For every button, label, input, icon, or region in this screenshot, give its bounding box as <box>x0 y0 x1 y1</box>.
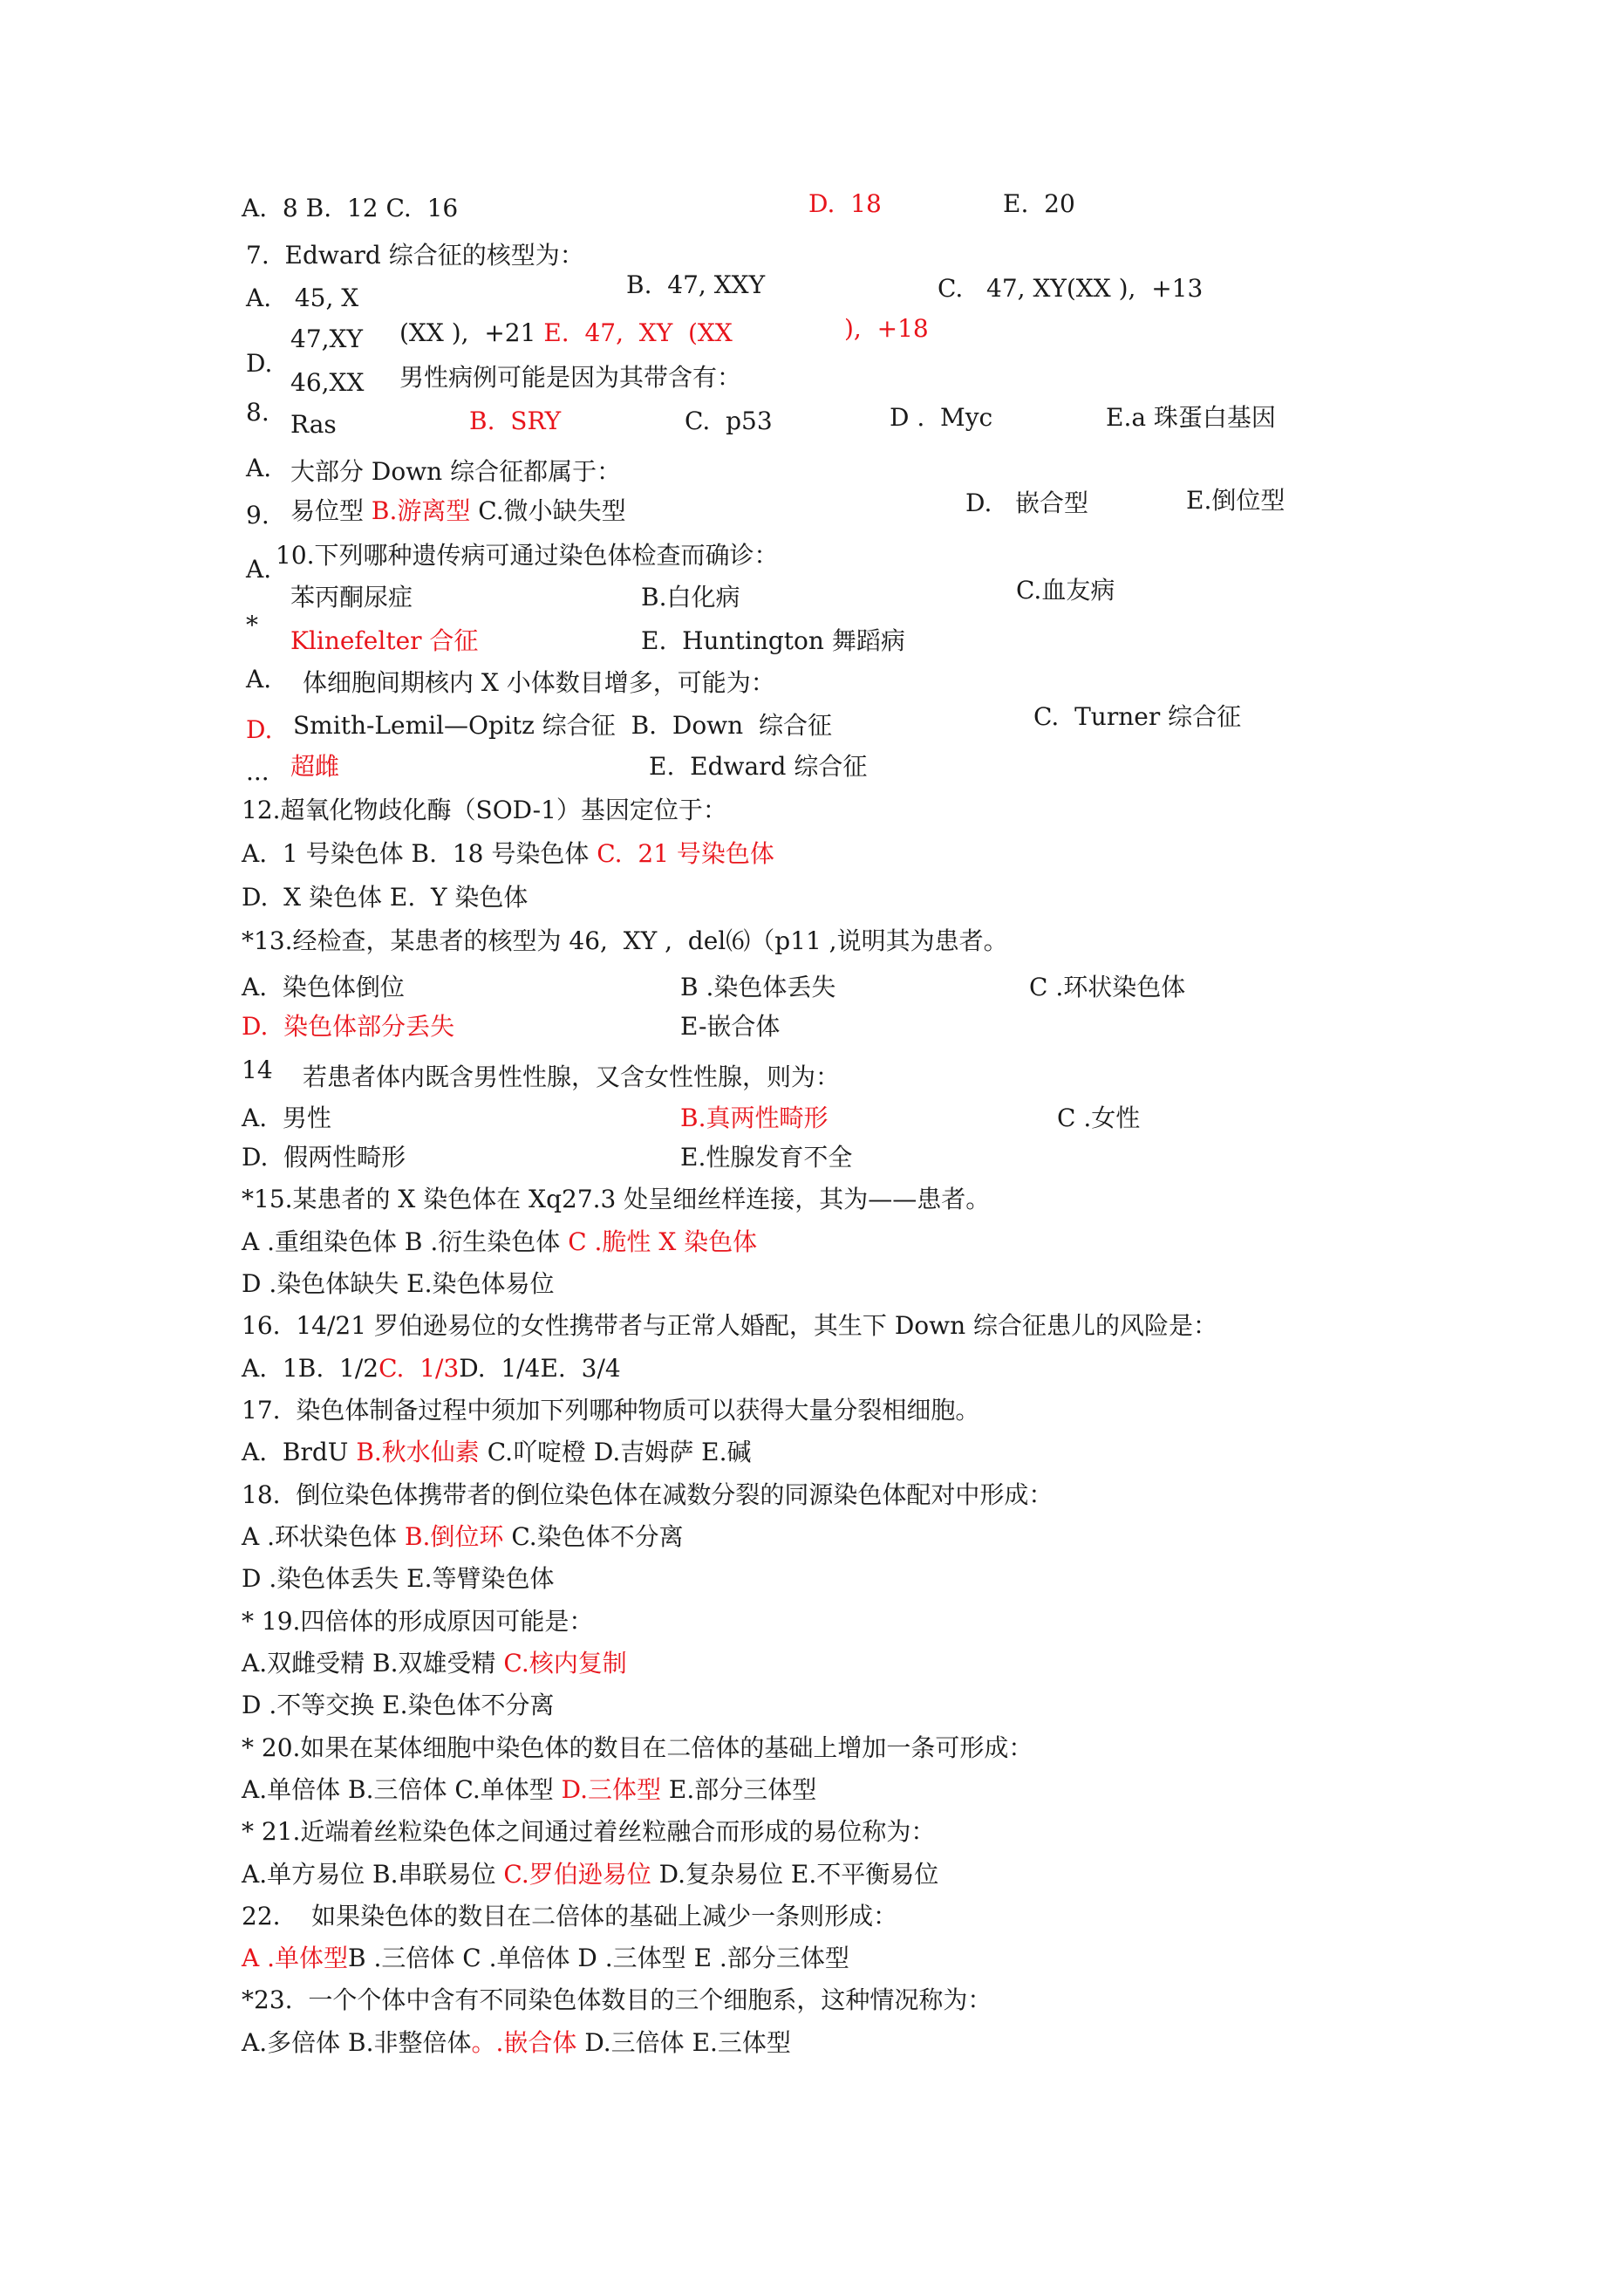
text-line <box>303 668 775 698</box>
question-text: E. Huntington 舞蹈病 <box>641 626 905 655</box>
text-line <box>246 757 269 787</box>
text-line <box>303 1063 840 1092</box>
text-line <box>242 973 405 1002</box>
answer-text: 。.嵌合体 <box>471 2028 585 2057</box>
answer-text: D. 染色体部分丢失 <box>242 1012 455 1041</box>
question-text: E.性腺发育不全 <box>680 1143 853 1172</box>
question-text: 体细胞间期核内 X 小体数目增多，可能为： <box>303 668 775 697</box>
text-line <box>246 501 269 530</box>
answer-text: B. SRY <box>469 407 562 435</box>
question-text: D.三倍体 E.三体型 <box>584 2028 791 2057</box>
text-line <box>844 314 929 344</box>
question-text: A .环状染色体 <box>242 1522 405 1551</box>
question-text: A.多倍体 B.非整倍体 <box>242 2028 472 2057</box>
question-text: 18. 倒位染色体携带者的倒位染色体在减数分裂的同源染色体配对中形成： <box>242 1480 1054 1509</box>
text-line <box>242 1056 273 1085</box>
question-text: B. 47, XXY <box>626 270 766 299</box>
text-line <box>680 1012 780 1042</box>
question-text: 46,XX <box>290 368 365 397</box>
question-text: A. 染色体倒位 <box>242 973 405 1001</box>
question-text: C.血友病 <box>1016 576 1115 605</box>
question-text: C.染色体不分离 <box>511 1522 684 1551</box>
question-text: (XX ), +21 <box>399 318 544 347</box>
answer-text: C.罗伯逊易位 <box>503 1860 659 1889</box>
answer-text: 超雌 <box>290 752 340 781</box>
question-text: *15.某患者的 X 染色体在 Xq27.3 处呈细丝样连接，其为——患者。 <box>242 1185 991 1213</box>
answer-text: B.秋水仙素 <box>356 1438 488 1466</box>
question-text: A .重组染色体 B .衍生染色体 <box>242 1227 569 1256</box>
question-text: D .染色体缺失 E.染色体易位 <box>242 1269 555 1298</box>
text-line <box>246 454 271 483</box>
question-text: * 19.四倍体的形成原因可能是： <box>242 1607 594 1636</box>
question-text: E.倒位型 <box>1186 486 1285 515</box>
question-text: E.a 珠蛋白基因 <box>1106 403 1276 432</box>
text-line <box>290 368 364 398</box>
question-text: C. p53 <box>685 407 773 435</box>
question-text: * 21.近端着丝粒染色体之间通过着丝粒融合而形成的易位称为： <box>242 1817 936 1846</box>
text-line <box>808 189 882 219</box>
text-line <box>242 1985 992 2015</box>
question-text: E. Edward 综合征 <box>649 752 868 781</box>
question-text: Smith-Lemil—Opitz 综合征 B. Down 综合征 <box>293 711 832 740</box>
answer-text: E. 47, XY (XX <box>543 318 733 347</box>
question-text: 16. 14/21 罗伯逊易位的女性携带者与正常人婚配，其生下 Down 综合征患儿的风险是： <box>242 1311 1218 1340</box>
question-text: D. 1/4E. 3/4 <box>459 1354 621 1383</box>
text-line <box>641 626 905 656</box>
answer-text: Klinefelter 合征 <box>290 626 479 655</box>
question-text: 苯丙酮尿症 <box>290 583 413 612</box>
question-text: E. 20 <box>1003 189 1075 218</box>
text-line <box>242 1564 555 1594</box>
text-line <box>680 973 835 1002</box>
question-text: C. Turner 综合征 <box>1033 702 1242 731</box>
text-line <box>242 1775 816 1805</box>
text-line <box>242 1104 331 1133</box>
question-text: C .环状染色体 <box>1029 973 1186 1001</box>
text-line <box>242 1944 849 1973</box>
question-text: *13.经检查，某患者的核型为 46, XY , del⑹（p11 ,说明其为患者。 <box>242 926 1008 955</box>
text-line <box>1029 973 1185 1002</box>
question-text: * <box>246 611 258 639</box>
question-text: D. 假两性畸形 <box>242 1143 406 1172</box>
question-text: B .染色体丢失 <box>680 973 836 1001</box>
text-line <box>242 1311 1217 1341</box>
text-line <box>242 1143 406 1172</box>
text-line <box>242 1817 935 1847</box>
text-line <box>641 583 740 612</box>
text-line <box>1186 486 1285 516</box>
text-line <box>242 1522 684 1552</box>
question-text: ... <box>246 757 269 786</box>
text-line <box>242 1185 990 1214</box>
question-text: A. <box>246 665 272 694</box>
text-line <box>242 1607 593 1637</box>
text-line <box>290 583 413 612</box>
text-line <box>242 1480 1053 1510</box>
text-line <box>1016 576 1115 605</box>
question-text: A.单方易位 B.串联易位 <box>242 1860 504 1889</box>
text-line <box>290 457 621 487</box>
text-line <box>680 1143 852 1172</box>
question-text: E-嵌合体 <box>680 1012 781 1041</box>
text-line <box>685 407 773 436</box>
question-text: A. BrdU <box>242 1438 357 1466</box>
text-line <box>469 407 561 436</box>
text-line <box>242 1012 454 1042</box>
question-text: D. X 染色体 E. Y 染色体 <box>242 883 528 912</box>
question-text: * 20.如果在某体细胞中染色体的数目在二倍体的基础上增加一条可形成： <box>242 1733 1033 1762</box>
question-text: D. <box>246 349 273 378</box>
text-line <box>246 611 258 640</box>
text-line <box>246 241 584 270</box>
text-line <box>242 194 458 223</box>
question-text: A. 8 B. 12 C. 16 <box>242 194 459 222</box>
text-line <box>242 1227 757 1257</box>
question-text: A. <box>246 454 272 482</box>
answer-text: D. <box>246 715 273 744</box>
answer-text: ), +18 <box>844 314 929 343</box>
text-line <box>246 555 271 584</box>
question-text: D .不等交换 E.染色体不分离 <box>242 1691 555 1719</box>
answer-text: C.核内复制 <box>503 1649 627 1678</box>
text-line <box>242 1438 752 1467</box>
text-line <box>1057 1104 1140 1133</box>
question-text: 17. 染色体制备过程中须加下列哪种物质可以获得大量分裂相细胞。 <box>242 1396 980 1425</box>
question-text: A. 1 号染色体 B. 18 号染色体 <box>242 839 597 868</box>
text-line <box>242 1860 938 1889</box>
text-line <box>1033 702 1241 732</box>
question-text: B .三倍体 C .单倍体 D .三体型 E .部分三体型 <box>348 1944 849 1972</box>
question-text: 若患者体内既含男性性腺，又含女性性腺，则为： <box>303 1063 841 1091</box>
text-line <box>290 626 478 656</box>
text-line <box>246 665 271 694</box>
question-text: D . Myc <box>890 403 993 432</box>
answer-text: C .脆性 X 染色体 <box>568 1227 758 1256</box>
answer-text: C. 21 号染色体 <box>597 839 774 868</box>
text-line <box>246 284 358 313</box>
question-text: A. 1B. 1/2 <box>242 1354 379 1383</box>
text-line <box>1003 189 1075 219</box>
answer-text: B.真两性畸形 <box>680 1104 829 1132</box>
question-text: A. 45, X <box>246 284 359 312</box>
question-text: D.复杂易位 E.不平衡易位 <box>658 1860 939 1889</box>
text-line <box>242 1396 979 1425</box>
text-line <box>626 270 765 300</box>
text-line <box>680 1104 828 1133</box>
question-text: E.部分三体型 <box>668 1775 817 1804</box>
question-text: C .女性 <box>1057 1104 1141 1132</box>
text-line <box>242 1902 897 1931</box>
text-line <box>242 1354 621 1384</box>
text-line <box>246 715 272 745</box>
answer-text: D.三体型 <box>561 1775 669 1804</box>
answer-text: B.游离型 <box>371 496 479 525</box>
text-line <box>242 883 528 912</box>
text-line <box>246 398 269 427</box>
text-line <box>242 1733 1033 1763</box>
text-line <box>938 274 1203 304</box>
question-text: C.吖啶橙 D.吉姆萨 E.碱 <box>487 1438 752 1466</box>
text-line <box>290 410 337 440</box>
text-line <box>242 1269 555 1299</box>
question-text: D. 嵌合型 <box>965 489 1089 517</box>
question-text: A.单倍体 B.三倍体 C.单体型 <box>242 1775 562 1804</box>
text-line <box>242 839 774 869</box>
text-line <box>290 496 626 526</box>
question-text: *23. 一个个体中含有不同染色体数目的三个细胞系，这种情况称为： <box>242 1985 992 2014</box>
question-text: 男性病例可能是因为其带含有： <box>399 363 742 392</box>
answer-text: C. 1/3 <box>378 1354 460 1383</box>
text-line <box>290 752 339 782</box>
question-text: C. 47, XY(XX ), +13 <box>938 274 1204 303</box>
question-text: A. <box>246 555 272 584</box>
question-text: C.微小缺失型 <box>478 496 626 525</box>
text-line <box>890 403 992 433</box>
text-line <box>290 325 363 354</box>
question-text: 9. <box>246 501 269 530</box>
answer-text: A .单体型 <box>242 1944 349 1972</box>
text-line <box>1106 403 1276 433</box>
question-text: 8. <box>246 398 269 427</box>
question-text: 7. Edward 综合征的核型为： <box>246 241 584 270</box>
text-line <box>293 711 832 741</box>
question-text: D .染色体丢失 E.等臂染色体 <box>242 1564 555 1593</box>
question-text: A.双雌受精 B.双雄受精 <box>242 1649 504 1678</box>
question-text: 14 <box>242 1056 273 1084</box>
question-text: 易位型 <box>290 496 372 525</box>
question-text: B.白化病 <box>641 583 740 612</box>
question-text: Ras <box>290 410 337 439</box>
text-line <box>399 318 733 348</box>
question-text: 22. 如果染色体的数目在二倍体的基础上减少一条则形成： <box>242 1902 898 1930</box>
text-line <box>965 489 1088 518</box>
text-line <box>242 926 1008 956</box>
text-line <box>242 1691 555 1720</box>
answer-text: B.倒位环 <box>404 1522 512 1551</box>
text-line <box>276 541 779 571</box>
question-text: 大部分 Down 综合征都属于： <box>290 457 622 486</box>
question-text: 47,XY <box>290 325 363 353</box>
question-text: 12.超氧化物歧化酶（SOD-1）基因定位于： <box>242 796 727 824</box>
text-line <box>242 1649 627 1678</box>
question-text: A. 男性 <box>242 1104 331 1132</box>
answer-text: D. 18 <box>808 189 882 218</box>
question-text: 10.下列哪种遗传病可通过染色体检查而确诊： <box>276 541 779 570</box>
text-line <box>246 349 272 379</box>
text-line <box>399 363 741 393</box>
text-line <box>242 796 727 825</box>
text-line <box>649 752 867 782</box>
text-line <box>242 2028 791 2058</box>
